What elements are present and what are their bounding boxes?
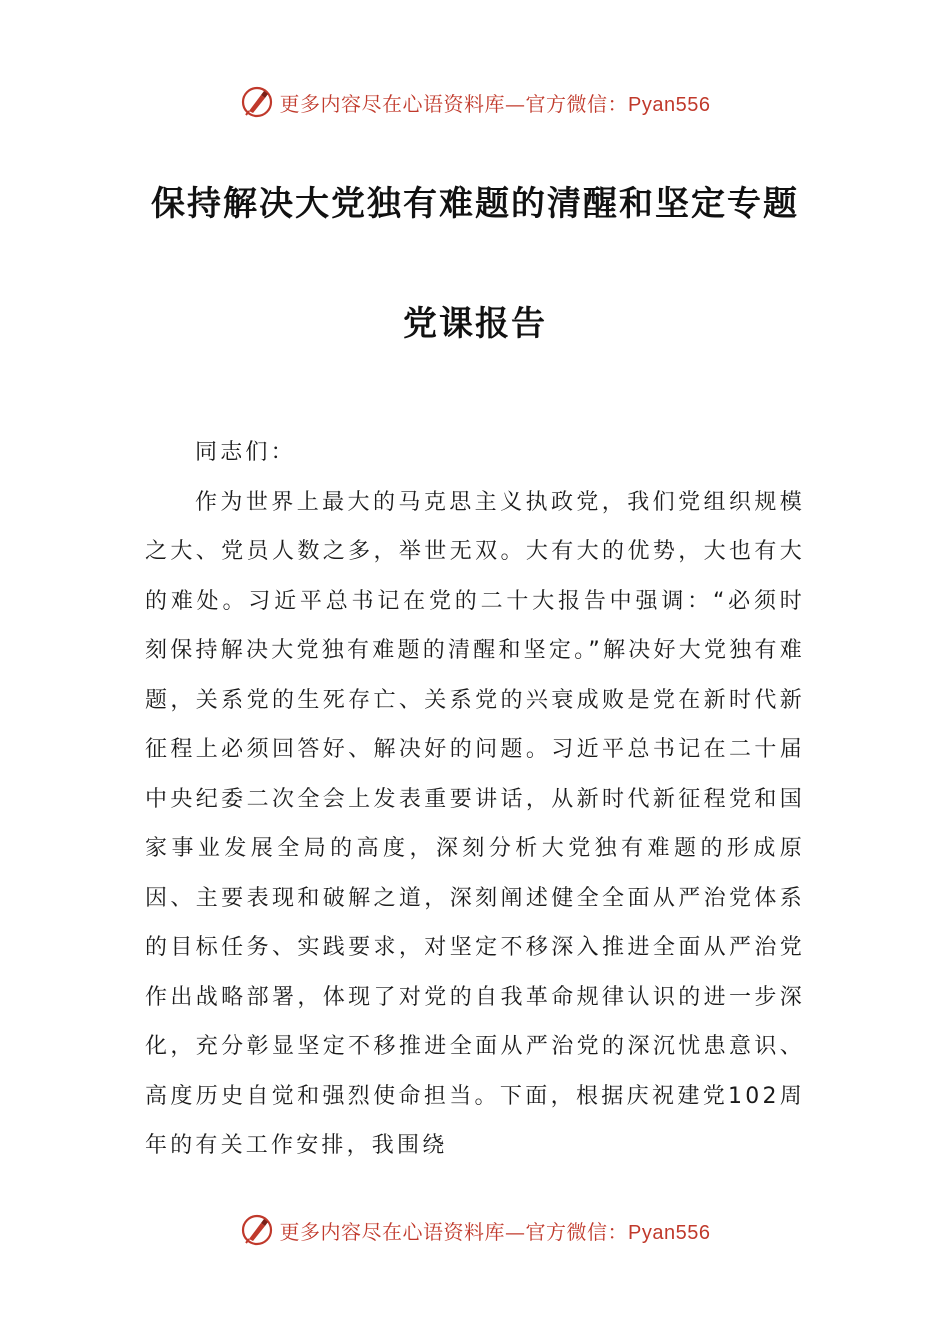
- document-title-line-2: 党课报告: [403, 304, 547, 344]
- watermark-text: 更多内容尽在心语资料库—官方微信：Pyan556: [279, 91, 711, 116]
- watermark-banner-bottom: [0, 1208, 950, 1252]
- pen-nib-logo-icon: [240, 1213, 274, 1247]
- document-body: [145, 428, 805, 1171]
- watermark-text: 更多内容尽在心语资料库—官方微信：Pyan556: [279, 1219, 711, 1244]
- wechat-id: Pyan556: [628, 1221, 711, 1244]
- paragraph: 作为世界上最大的马克思主义执政党，我们党组织规模之大、党员人数之多，举世无双。大有大的优势，大也有大的难处。习近平总书记在党的二十大报告中强调：“必须时刻保持解决大党独有难题的清醒和坚定。”解决好大党独有难题，关系党的生死存亡、关系党的兴衰成败是党在新时代新征程上必须回答好、解决好的问题。习近平总书记在二十届中央纪委二次全会上发表重要讲话，从新时代新征程党和国家事业发展全局的高度，深刻分析大党独有难题的形成原因、主要表现和破解之道，深刻阐述健全全面从严治党体系的目标任务、实践要求，对坚定不移深入推进全面从严治党作出战略部署，体现了对党的自我革命规律认识的进一步深化，充分彰显坚定不移推进全面从严治党的深沉忧患意识、高度历史自觉和强烈使命担当。下面，根据庆祝建党102周年的有关工作安排，我围绕: [145, 489, 805, 1158]
- wechat-id: Pyan556: [628, 93, 711, 116]
- watermark-banner-top: [0, 80, 950, 124]
- salutation: 同志们：: [195, 440, 296, 465]
- pen-nib-logo-icon: [240, 85, 274, 119]
- document-title-line-1: 保持解决大党独有难题的清醒和坚定专题: [151, 184, 799, 224]
